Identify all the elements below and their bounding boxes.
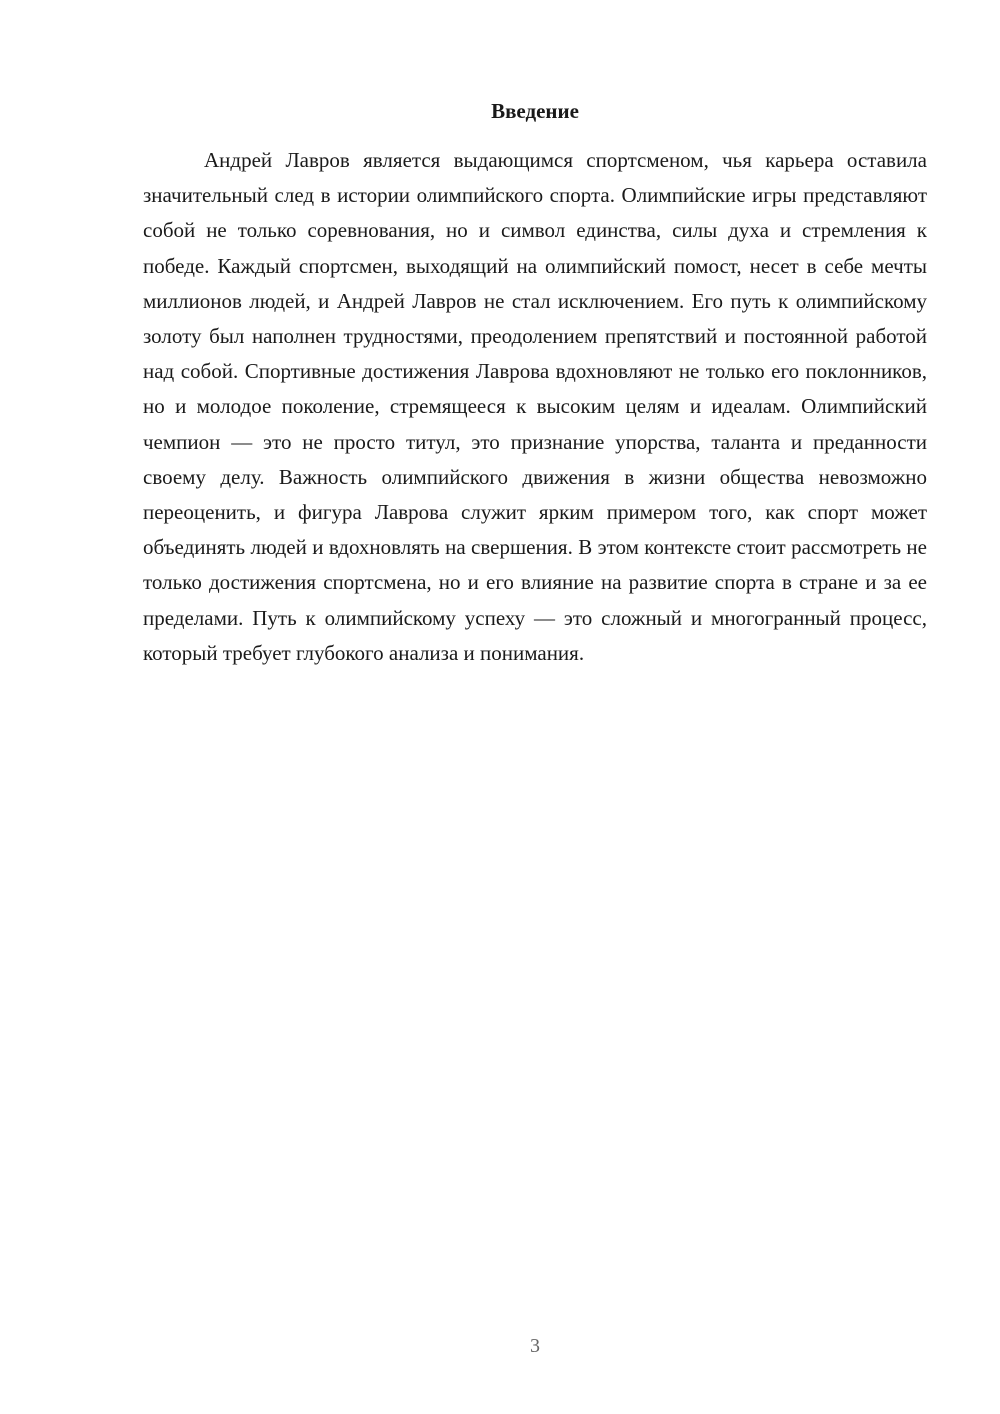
section-heading: Введение xyxy=(491,99,579,123)
page-number: 3 xyxy=(530,1335,540,1357)
body-paragraph: Андрей Лавров является выдающимся спортсменом, чья карьера оставила значительный след в истории олимпийского спорта. Олимпийские игры представляют собой не только соревнования, но и символ единства, силы духа и стремления к победе. Каждый спортсмен, выходящий на олимпийский помост, несет в себе мечты миллионов людей, и Андрей Лавров не стал исключением. Его путь к олимпийскому золоту был наполнен трудностями, преодолением препятствий и постоянной работой над собой. Спортивные достижения Лаврова вдохновляют не только его поклонников, но и молодое поколение, стремящееся к высоким целям и идеалам. Олимпийский чемпион — это не просто титул, это признание упорства, таланта и преданности своему делу. Важность олимпийского движения в жизни общества невозможно переоценить, и фигура Лаврова служит ярким примером того, как спорт может объединять людей и вдохновлять на свершения. В этом контексте стоит рассмотреть не только достижения спортсмена, но и его влияние на развитие спорта в стране и за ее пределами. Путь к олимпийскому успеху — это сложный и многогранный процесс, который требует глубокого анализа и понимания. xyxy=(143,148,927,665)
